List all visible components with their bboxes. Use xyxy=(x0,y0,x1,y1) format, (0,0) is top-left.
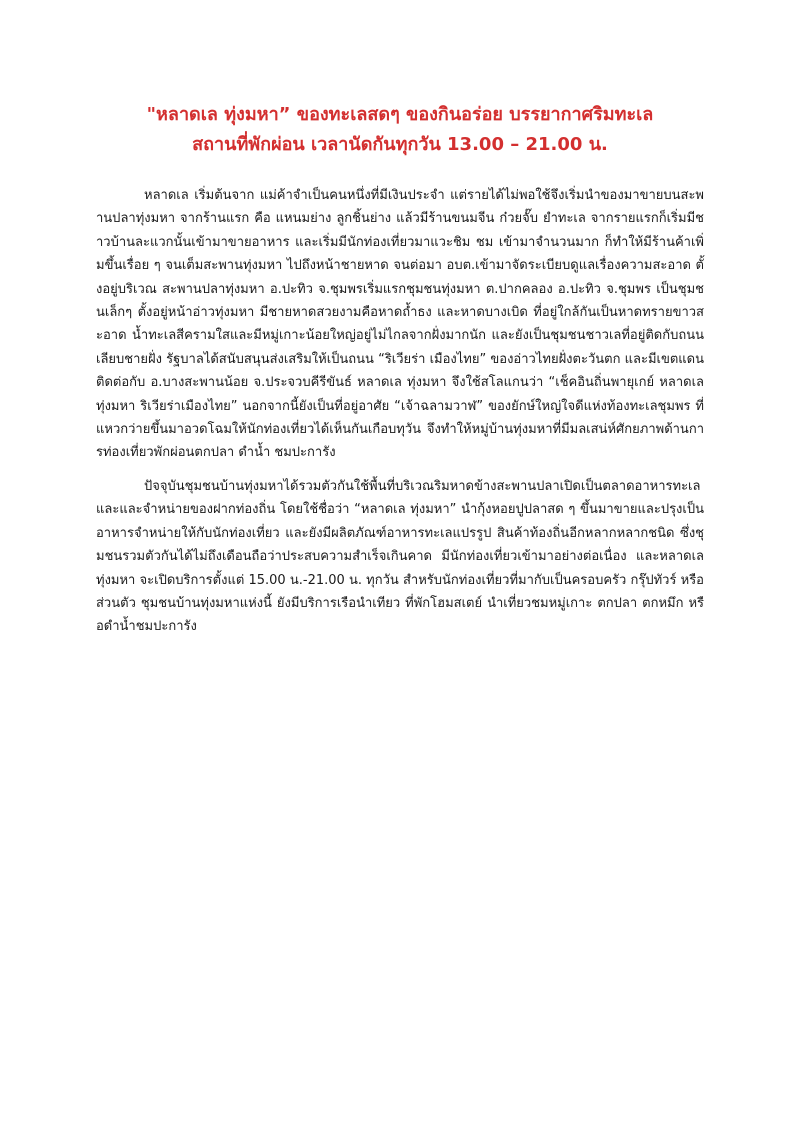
document-title xyxy=(96,100,704,160)
title-line-1: "หลาดเล ทุ่งมหา” ของทะเลสดๆ ของกินอร่อย บรรยากาศริมทะเล xyxy=(146,104,654,125)
title-line-2: สถานที่พักผ่อน เวลานัดกันทุกวัน 13.00 – 21.00 น. xyxy=(192,134,608,155)
body-paragraph-1: หลาดเล เริ่มต้นจาก แม่ค้าจำเป็นคนหนึ่งที่มีเงินประจำ แต่รายได้ไม่พอใช้จึงเริ่มนำของมาขายบนสะพานปลาทุ่งมหา จากร้านแรก คือ แหนมย่าง ลูกชิ้นย่าง แล้วมีร้านขนมจีน ก๋วยจั๊บ ยำทะเล จากรายแรกก็เริ่มมีชาวบ้านละแวกนั้นเข้ามาขายอาหาร และเริ่มมีนักท่องเที่ยวมาแวะชิม ชม เข้ามาจำนวนมาก ก็ทำให้มีร้านค้าเพิ่มขึ้นเรื่อย ๆ จนเต็มสะพานทุ่งมหา ไปถึงหน้าชายหาด จนต่อมา อบต.เข้ามาจัดระเบียบดูแลเรื่องความสะอาด ตั้งอยู่บริเวณ สะพานปลาทุ่งมหา อ.ปะทิว จ.ชุมพรเริ่มแรกชุมชนทุ่งมหา ต.ปากคลอง อ.ปะทิว จ.ชุมพร เป็นชุมชนเล็กๆ ตั้งอยู่หน้าอ่าวทุ่งมหา มีชายหาดสวยงามคือหาดถ้ำธง และหาดบางเบิด ที่อยู่ใกล้กันเป็นหาดทรายขาวสะอาด น้ำทะเลสีครามใสและมีหมู่เกาะน้อยใหญ่อยู่ไม่ไกลจากฝั่งมากนัก และยังเป็นชุมชนชาวเลที่อยู่ติดกับถนนเลียบชายฝั่ง รัฐบาลได้สนับสนุนส่งเสริมให้เป็นถนน “ริเวียร่า เมืองไทย” ของอ่าวไทยฝั่งตะวันตก และมีเขตแดนติดต่อกับ อ.บางสะพานน้อย จ.ประจวบคีรีขันธ์ หลาดเล ทุ่งมหา จึงใช้สโลแกนว่า “เช็คอินถิ่นพายุเกย์ หลาดเลทุ่งมหา ริเวียร่าเมืองไทย” นอกจากนี้ยังเป็นที่อยู่อาศัย “เจ้าฉลามวาฬ” ของยักษ์ใหญ่ใจดีแห่งท้องทะเลชุมพร ที่แหวกว่ายขึ้นมาอวดโฉมให้นักท่องเที่ยวได้เห็นกันเกือบทุวัน จึงทำให้หมู่บ้านทุ่งมหาที่มีมลเสน่ห์ศักยภาพด้านการท่องเที่ยวพักผ่อนตกปลา ดำน้ำ ชมปะการัง xyxy=(96,188,704,461)
body-paragraph-2: ปัจจุบันชุมชนบ้านทุ่งมหาได้รวมตัวกันใช้พื้นที่บริเวณริมหาดข้างสะพานปลาเปิดเป็นตลาดอาหารทะเลและและจำหน่ายของฝากท่องถิ่น โดยใช้ชื่อว่า “หลาดเล ทุ่งมหา” นำกุ้งหอยปูปลาสด ๆ ขึ้นมาขายและปรุงเป็นอาหารจำหน่ายให้กับนักท่องเที่ยว และยังมีผลิตภัณฑ์อาหารทะเลแปรรูป สินค้าท้องถิ่นอีกหลากหลากชนิด ซึ่งชุมชนรวมตัวกันได้ไม่ถึงเดือนถือว่าประสบความสำเร็จเกินคาด มีนักท่องเที่ยวเข้ามาอย่างต่อเนื่อง และหลาดเล ทุ่งมหา จะเปิดบริการตั้งแต่ 15.00 น.-21.00 น. ทุกวัน สำหรับนักท่องเที่ยวที่มากับเป็นครอบครัว กรุ๊ปทัวร์ หรือส่วนตัว ชุมชนบ้านทุ่งมหาแห่งนี้ ยังมีบริการเรือนำเทียว ที่พักโฮมสเตย์ นำเที่ยวชมหมู่เกาะ ตกปลา ตกหมึก หรือดำน้ำชมปะการัง xyxy=(96,478,704,635)
